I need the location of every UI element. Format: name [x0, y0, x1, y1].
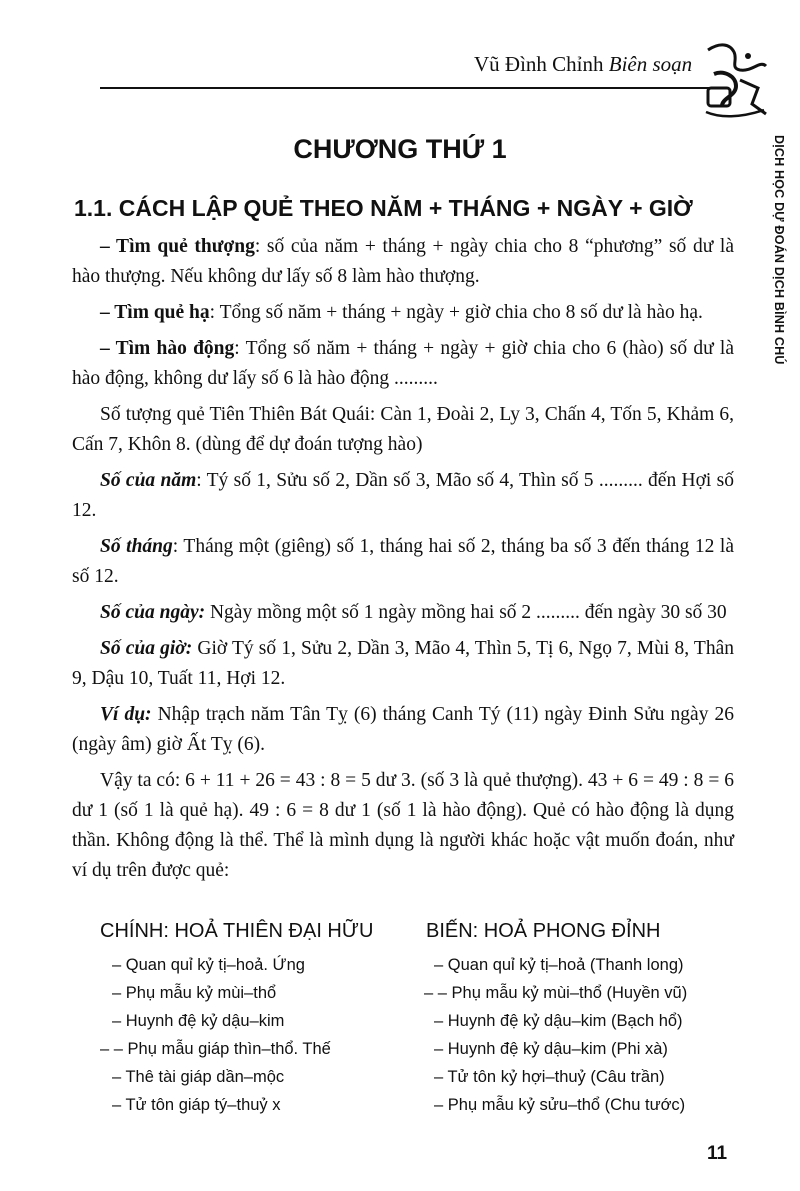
hexagram-line: – – Phụ mẫu giáp thìn–thổ. Thế: [100, 1040, 331, 1058]
hexagram-line: – Huynh đệ kỷ dậu–kim: [112, 1012, 285, 1030]
hexagram-right: [420, 920, 740, 1119]
paragraph-text: Ngày mồng một số 1 ngày mồng hai số 2 ......... đến ngày 30 số 30: [205, 602, 727, 623]
paragraph-lead: – Tìm quẻ hạ: [100, 302, 210, 323]
hexagram-line: – Phụ mẫu kỷ mùi–thổ: [112, 984, 277, 1002]
hexagram-line: – Quan quỉ kỷ tị–hoả. Ứng: [112, 956, 305, 974]
body-text: [72, 232, 734, 892]
paragraph-lead: – Tìm hào động: [100, 338, 235, 359]
paragraph: [72, 700, 734, 760]
paragraph-text: : Tý số 1, Sửu số 2, Dần số 3, Mão số 4, Thìn số 5 ......... đến Hợi số 12.: [72, 470, 734, 521]
hexagram-line: – Quan quỉ kỷ tị–hoả (Thanh long): [434, 956, 684, 974]
paragraph-text: : Tháng một (giêng) số 1, tháng hai số 2, tháng ba số 3 đến tháng 12 là số 12.: [72, 536, 735, 587]
chapter-title: CHƯƠNG THỨ 1: [293, 134, 507, 164]
hexagram-title: BIẾN: HOẢ PHONG ĐỈNH: [426, 920, 661, 942]
hexagram-left: [100, 920, 420, 1119]
paragraph-lead: Số của ngày:: [100, 602, 206, 623]
paragraph: [72, 232, 734, 292]
dragon-ornament-icon: [700, 40, 772, 120]
paragraph-lead: Số tháng: [100, 536, 173, 557]
author-role: Biên soạn: [608, 52, 693, 76]
header-rule: [100, 87, 710, 89]
paragraph-text: Vậy ta có: 6 + 11 + 26 = 43 : 8 = 5 dư 3. (số 3 là quẻ thượng). 43 + 6 = 49 : 8 = 6 dư 1 (số 1 là quẻ hạ). 49 : 6 = 8 dư 1 (số 1 là hào động). Quẻ có hào động là dụng thần. Không động là thể. Thể là mình dụng là người khác hoặc vật muốn đoán, như ví dụ trên được quẻ:: [72, 770, 734, 881]
side-book-title: DỊCH HỌC DỰ ĐOÁN DỊCH BÌNH CHÚ: [772, 135, 786, 365]
hexagram-line: – Huynh đệ kỷ dậu–kim (Bạch hổ): [434, 1012, 683, 1030]
hexagram-line: – Phụ mẫu kỷ sửu–thổ (Chu tước): [434, 1096, 686, 1114]
paragraph: [72, 334, 734, 394]
paragraph-text: Giờ Tý số 1, Sửu 2, Dần 3, Mão 4, Thìn 5, Tị 6, Ngọ 7, Mùi 8, Thân 9, Dậu 10, Tuất 11, Hợi 12.: [72, 638, 734, 689]
paragraph-text: Nhập trạch năm Tân Tỵ (6) tháng Canh Tý (11) ngày Đinh Sửu ngày 26 (ngày âm) giờ Ất Tỵ (6).: [72, 704, 735, 755]
hexagram-line: – Tử tôn kỷ hợi–thuỷ (Câu trần): [434, 1068, 665, 1086]
paragraph-text: : số của năm + tháng + ngày chia cho 8 “phương” số dư là hào thượng. Nếu không dư lấy số 8 làm hào thượng.: [72, 236, 734, 287]
paragraph-lead: – Tìm quẻ thượng: [100, 236, 255, 257]
hexagram-line: – Tử tôn giáp tý–thuỷ x: [112, 1096, 281, 1114]
section-heading: 1.1. CÁCH LẬP QUẺ THEO NĂM + THÁNG + NGÀY + GIỜ: [74, 195, 693, 221]
hexagram-line: – Huynh đệ kỷ dậu–kim (Phi xà): [434, 1040, 668, 1058]
hexagram-title: CHÍNH: HOẢ THIÊN ĐẠI HỮU: [100, 920, 374, 942]
hexagram-line: – Thê tài giáp dần–mộc: [112, 1068, 285, 1086]
page-number: 11: [707, 1143, 728, 1164]
paragraph: [72, 598, 734, 628]
paragraph-lead: Số của năm: [100, 470, 197, 491]
hexagram-line: – – Phụ mẫu kỷ mùi–thổ (Huyền vũ): [424, 984, 688, 1002]
paragraph-lead: Ví dụ:: [100, 704, 152, 725]
paragraph-lead: Số của giờ:: [100, 638, 193, 659]
paragraph: [72, 766, 734, 886]
paragraph: [72, 400, 734, 460]
paragraph: [72, 532, 734, 592]
paragraph: [72, 466, 734, 526]
paragraph-text: Số tượng quẻ Tiên Thiên Bát Quái: Càn 1, Đoài 2, Ly 3, Chấn 4, Tốn 5, Khảm 6, Cấn 7, Khôn 8. (dùng để dự đoán tượng hào): [72, 404, 734, 455]
paragraph-text: : Tổng số năm + tháng + ngày + giờ chia cho 6 (hào) số dư là hào động, không dư lấy số 6 là hào động .........: [72, 338, 734, 389]
author-name: Vũ Đình Chỉnh: [474, 52, 604, 76]
paragraph: [72, 298, 734, 328]
paragraph-text: : Tổng số năm + tháng + ngày + giờ chia cho 8 số dư là hào hạ.: [209, 302, 703, 323]
header-author: [474, 52, 692, 77]
paragraph: [72, 634, 734, 694]
